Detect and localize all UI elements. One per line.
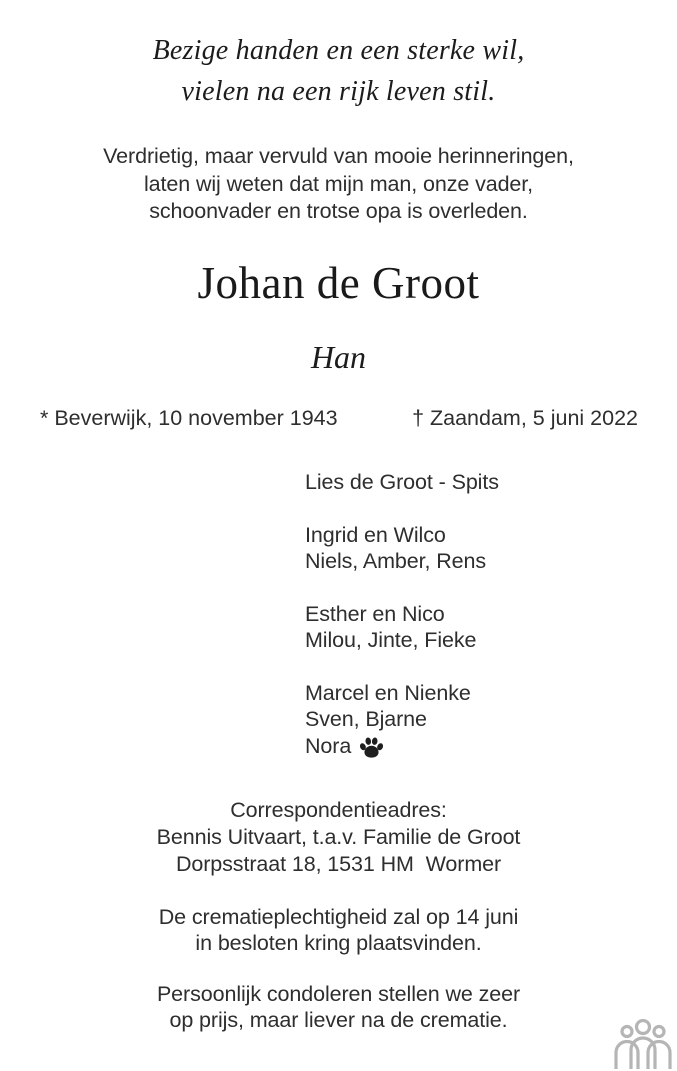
family-member-name: Nora (305, 733, 352, 758)
ceremony-line: De crematieplechtigheid zal op 14 juni (158, 905, 519, 929)
condolence-line: op prijs, maar liever na de crematie. (169, 1008, 508, 1032)
announcement-line: schoonvader en trotse opa is overleden. (149, 199, 528, 223)
family-group (305, 601, 499, 654)
family-group (305, 680, 499, 760)
family-member-line (305, 733, 499, 760)
deceased-nickname: Han (310, 339, 367, 375)
epigraph-line: Bezige handen en een sterke wil, (152, 35, 525, 66)
family-icon (613, 1019, 673, 1069)
family-member-line: Niels, Amber, Rens (305, 549, 487, 573)
deceased-name: Johan de Groot (197, 258, 480, 308)
family-member-line: Marcel en Nienke (305, 680, 471, 705)
paw-print-icon (359, 737, 384, 758)
epigraph (0, 30, 677, 112)
announcement-line: Verdrietig, maar vervuld van mooie herinneringen, (103, 144, 574, 168)
family-list (305, 469, 499, 759)
birth-place-date: * Beverwijk, 10 november 1943 (40, 406, 338, 430)
condolence-block (0, 981, 677, 1033)
family-member-line: Ingrid en Wilco (305, 522, 446, 547)
family-group (305, 469, 499, 496)
family-group (305, 522, 499, 575)
death-place-date: † Zaandam, 5 juni 2022 (412, 406, 638, 430)
family-member-line: Esther en Nico (305, 601, 445, 626)
correspondence-line: Dorpsstraat 18, 1531 HM Wormer (175, 852, 502, 876)
family-member-line: Lies de Groot - Spits (305, 470, 499, 494)
family-member-line: Sven, Bjarne (305, 707, 427, 731)
epigraph-line: vielen na een rijk leven stil. (181, 76, 496, 107)
announcement-line: laten wij weten dat mijn man, onze vader, (143, 171, 534, 196)
family-member-line: Milou, Jinte, Fieke (305, 628, 477, 652)
ceremony-block (0, 904, 677, 956)
correspondence-heading: Correspondentieadres: (230, 798, 447, 822)
correspondence-line: Bennis Uitvaart, t.a.v. Familie de Groot (156, 825, 521, 849)
dates-row (0, 405, 677, 432)
announcement (0, 143, 677, 226)
correspondence-block (0, 797, 677, 878)
ceremony-line: in besloten kring plaatsvinden. (195, 931, 482, 955)
condolence-line: Persoonlijk condoleren stellen we zeer (156, 982, 521, 1006)
